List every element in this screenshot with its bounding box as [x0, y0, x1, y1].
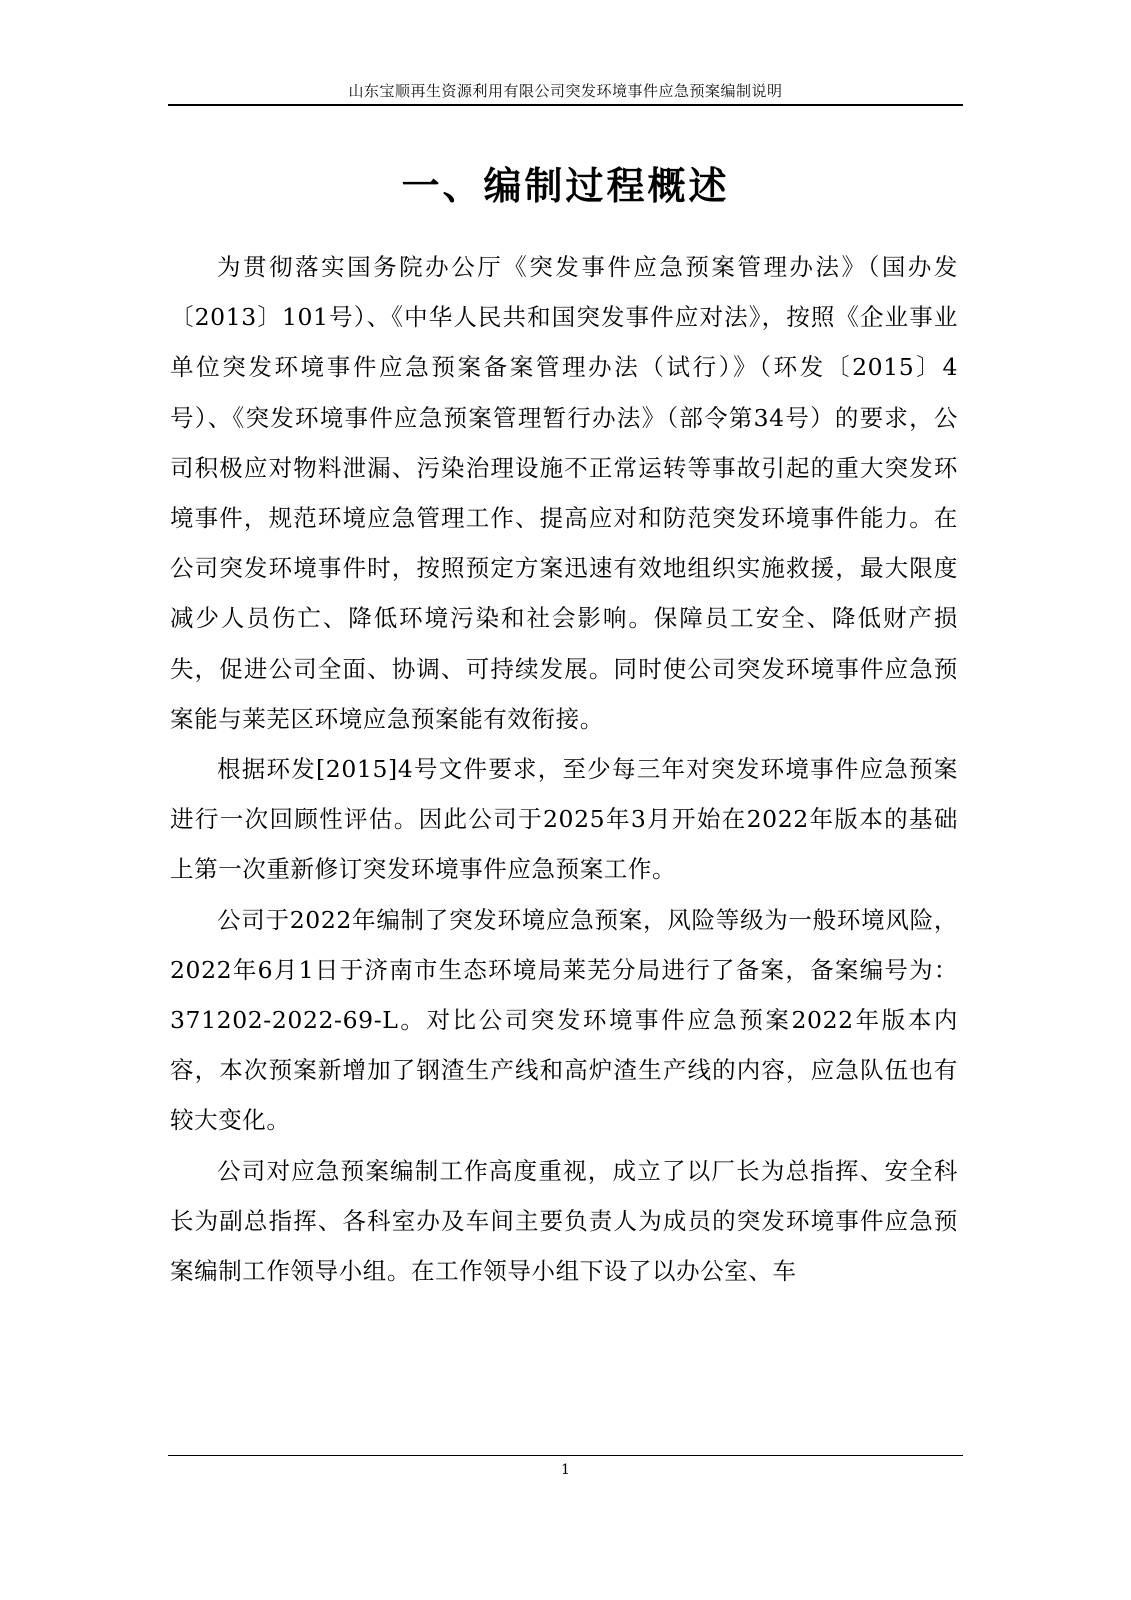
- page-header: 山东宝顺再生资源利用有限公司突发环境事件应急预案编制说明: [348, 82, 783, 100]
- paragraph-previous-plan: 公司于2022年编制了突发环境应急预案，风险等级为一般环境风险，2022年6月1日于济南市生态环境局莱芜分局进行了备案，备案编号为：371202-2022-69-L。对比公司突发环境事件应急预案2022年版本内容，本次预案新增加了钢渣生产线和高炉渣生产线的内容，应急队伍也有较大变化。: [170, 905, 958, 1135]
- footer-divider: [168, 1455, 963, 1456]
- paragraph-leadership-group: 公司对应急预案编制工作高度重视，成立了以厂长为总指挥、安全科长为副总指挥、各科室办及车间主要负责人为成员的突发环境事件应急预案编制工作领导小组。在工作领导小组下设了以办公室、车: [170, 1156, 958, 1286]
- paragraph-overview: 为贯彻落实国务院办公厅《突发事件应急预案管理办法》（国办发〔2013〕101号）、《中华人民共和国突发事件应对法》，按照《企业事业单位突发环境事件应急预案备案管理办法（试行）》（环发〔2015〕4号）、《突发环境事件应急预案管理暂行办法》（部令第34号）的要求，公司积极应对物料泄漏、污染治理设施不正常运转等事故引起的重大突发环境事件，规范环境应急管理工作、提高应对和防范突发环境事件能力。在公司突发环境事件时，按照预定方案迅速有效地组织实施救援，最大限度减少人员伤亡、降低环境污染和社会影响。保障员工安全、降低财产损失，促进公司全面、协调、可持续发展。同时使公司突发环境事件应急预案能与莱芜区环境应急预案能有效衔接。: [170, 253, 958, 733]
- header-divider: [168, 104, 963, 106]
- page-title: 一、编制过程概述: [401, 163, 730, 208]
- body-text: [170, 242, 958, 1296]
- page-number: 1: [561, 1462, 570, 1478]
- paragraph-review-requirement: 根据环发[2015]4号文件要求，至少每三年对突发环境事件应急预案进行一次回顾性评估。因此公司于2025年3月开始在2022年版本的基础上第一次重新修订突发环境事件应急预案工作。: [170, 755, 958, 884]
